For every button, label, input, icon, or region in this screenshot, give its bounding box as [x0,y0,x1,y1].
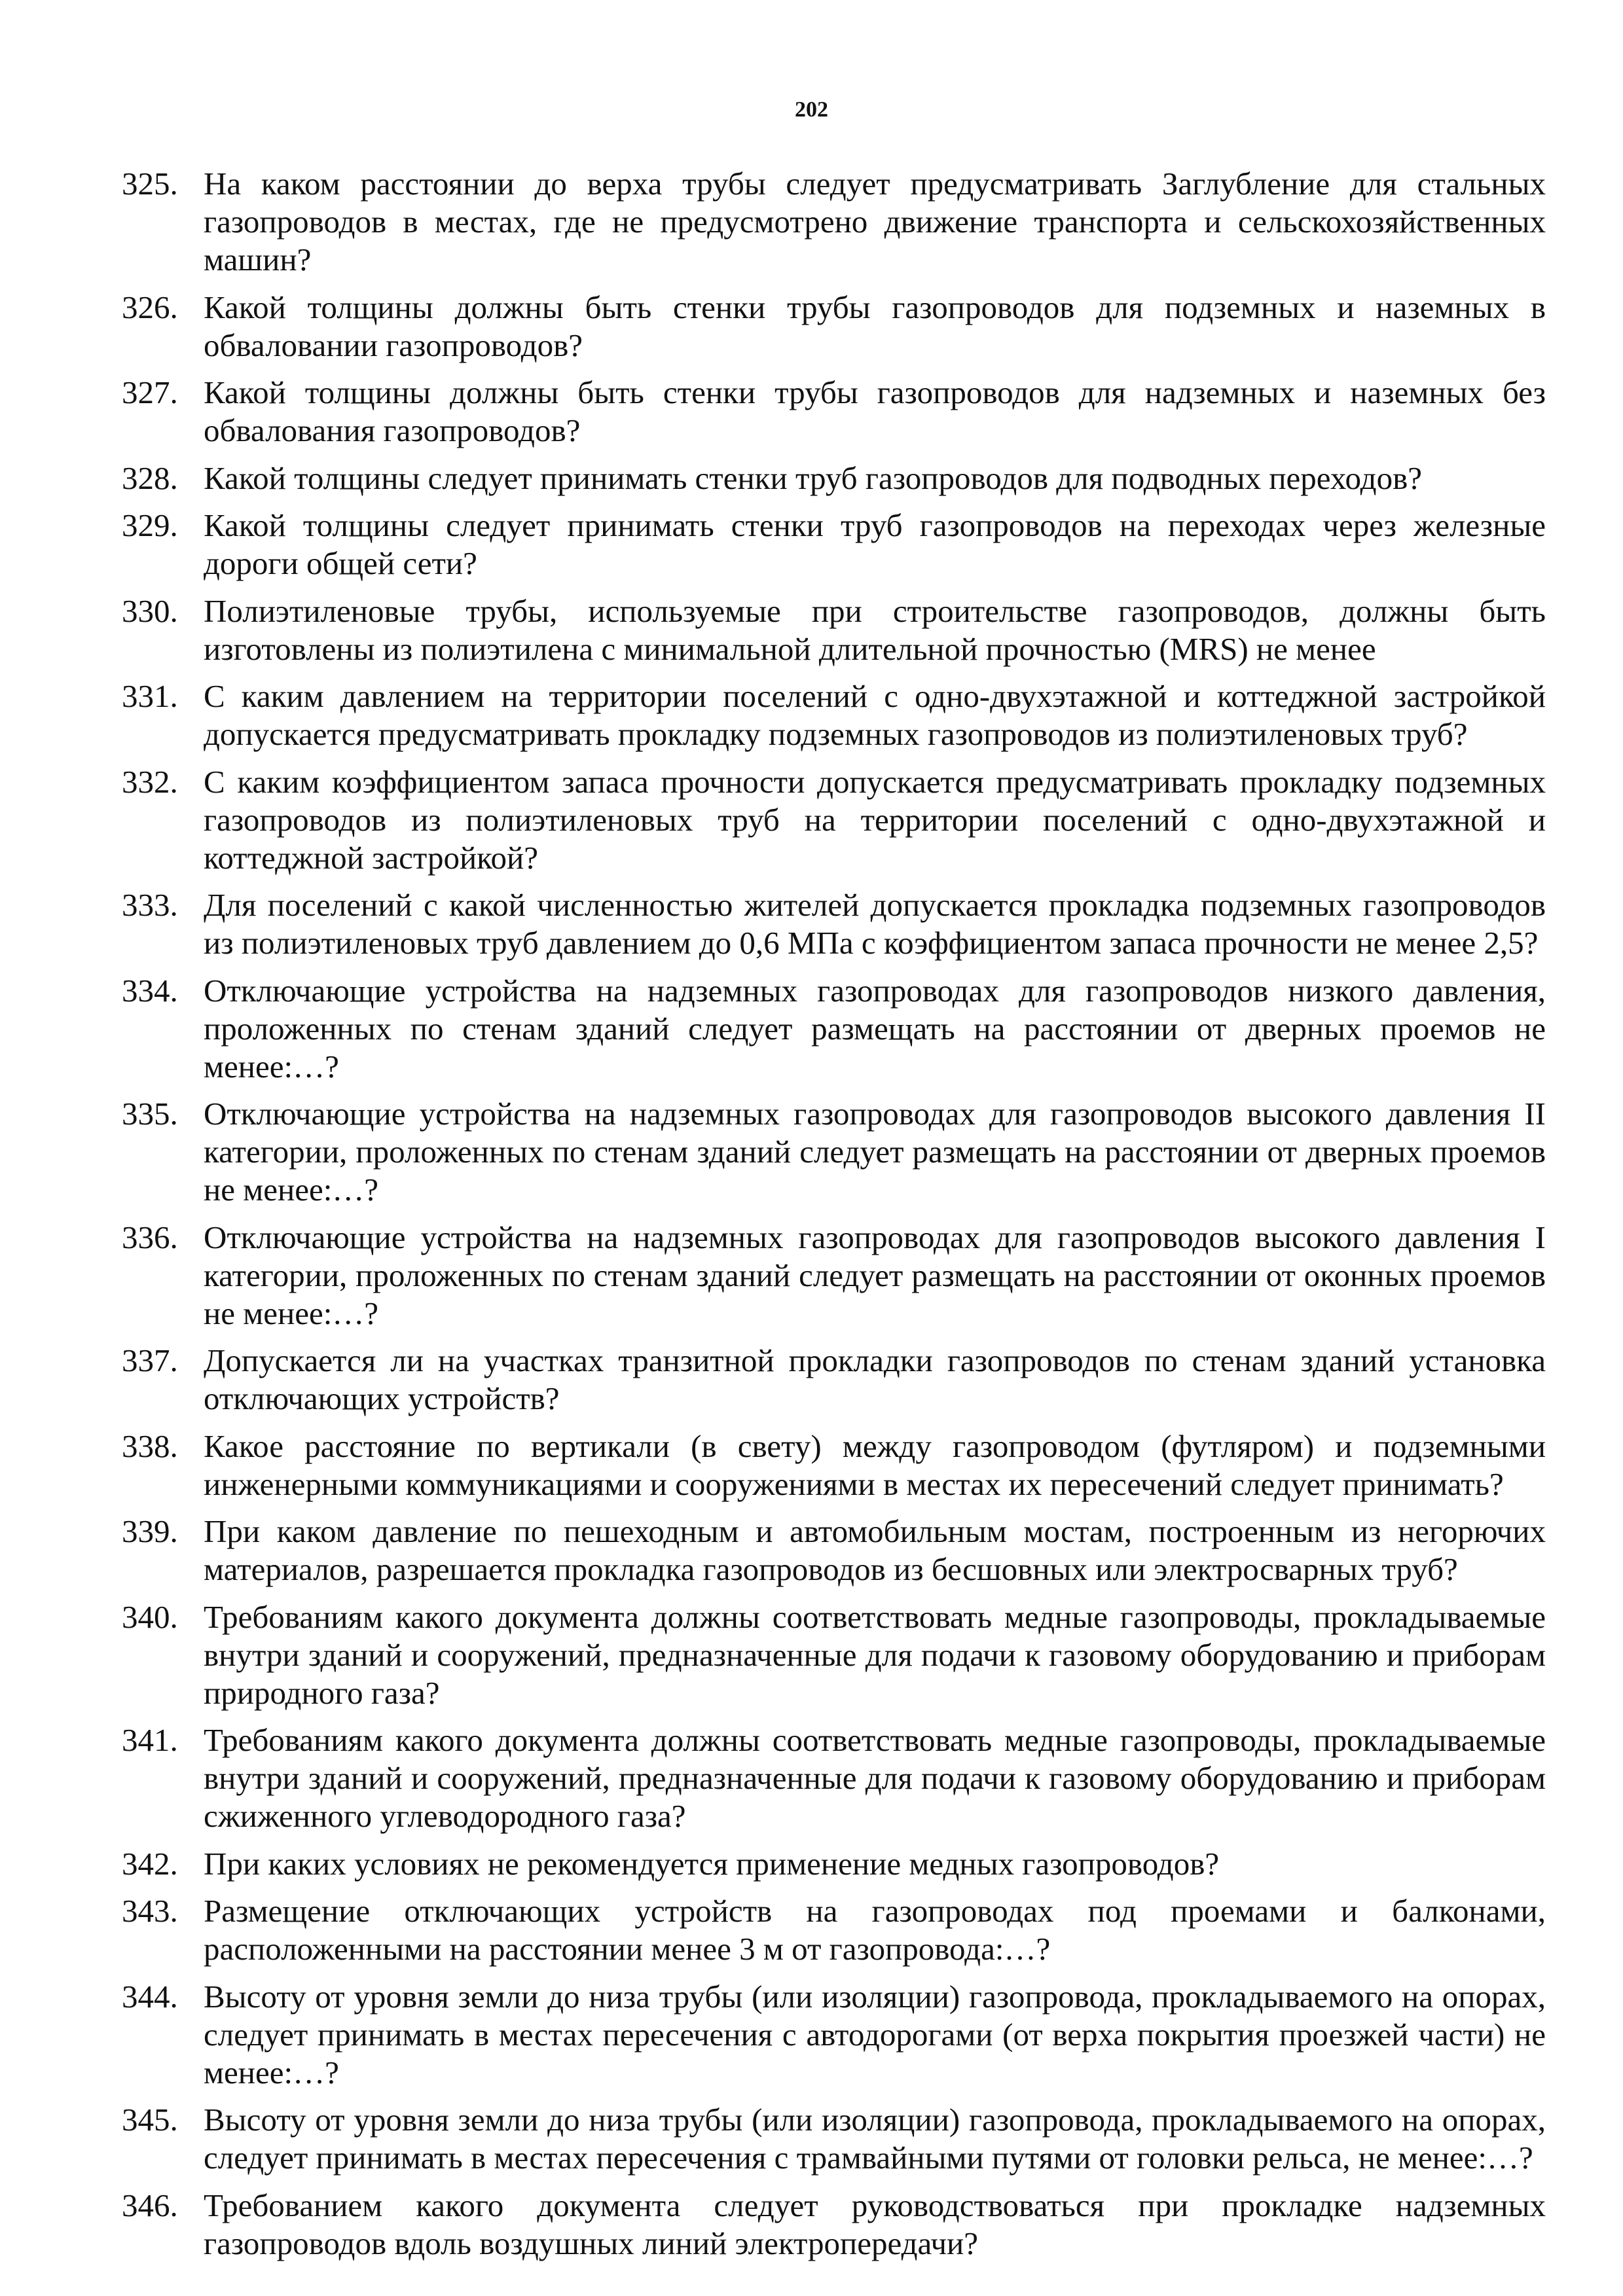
question-item [122,507,1546,583]
question-number: 333. [122,887,178,923]
question-text: При каких условиях не рекомендуется применение медных газопроводов? [204,1845,1220,1882]
question-item [122,886,1546,962]
question-text: Требованием какого документа следует руководствоваться при прокладке надземных газопроводов вдоль воздушных линий электропередачи? [204,2187,1546,2261]
question-text: Требованиям какого документа должны соответствовать медные газопроводы, прокладываемые внутри зданий и сооружений, предназначенные для подачи к газовому оборудованию и приборам сжиженного углеводородного газа? [204,1722,1546,1834]
question-item [122,1219,1546,1333]
question-number: 343. [122,1893,178,1929]
question-item [122,1598,1546,1712]
question-text: С каким коэффициентом запаса прочности допускается предусматривать прокладку подземных газопроводов из полиэтиленовых труб на территории поселений с одно-двухэтажной и коттеджной застройкой? [204,763,1546,876]
question-text: При каком давление по пешеходным и автомобильным мостам, построенным из негорючих материалов, разрешается прокладка газопроводов из бесшовных или электросварных труб? [204,1513,1546,1587]
question-number: 344. [122,1978,178,2015]
question-item [122,1978,1546,2092]
question-text: Размещение отключающих устройств на газопроводах под проемами и балконами, расположенными на расстоянии менее 3 м от газопровода:…? [204,1893,1546,1967]
question-text: Полиэтиленовые трубы, используемые при строительстве газопроводов, должны быть изготовлены из полиэтилена с минимальной длительной прочностью (MRS) не менее [204,592,1546,667]
question-number: 334. [122,972,178,1009]
question-number: 330. [122,592,178,629]
question-number: 336. [122,1219,178,1255]
question-item [122,972,1546,1086]
question-item [122,1095,1546,1209]
question-number: 332. [122,763,178,800]
question-text: С каким давлением на территории поселений с одно-двухэтажной и коттеджной застройкой допускается предусматривать прокладку подземных газопроводов из полиэтиленовых труб? [204,678,1546,752]
page-number: 202 [795,98,828,122]
question-number: 328. [122,459,178,496]
question-number: 346. [122,2187,178,2223]
question-item [122,763,1546,877]
question-item [122,1342,1546,1418]
question-item [122,1427,1546,1503]
question-number: 329. [122,507,178,543]
question-text: Отключающие устройства на надземных газопроводах для газопроводов высокого давления II категории, проложенных по стенам зданий следует размещать на расстоянии от дверных проемов не менее:…? [204,1096,1546,1208]
question-number: 338. [122,1427,178,1464]
question-text: Высоту от уровня земли до низа трубы (или изоляции) газопровода, прокладываемого на опорах, следует принимать в местах пересечения с трамвайными путями от головки рельса, не менее:…? [204,2102,1546,2176]
question-number: 331. [122,678,178,714]
question-item [122,2101,1546,2177]
question-text: Для поселений с какой численностью жителей допускается прокладка подземных газопроводов из полиэтиленовых труб давлением до 0,6 МПа с коэффициентом запаса прочности не менее 2,5? [204,887,1546,961]
question-item [122,677,1546,753]
question-text: Какой толщины должны быть стенки трубы газопроводов для подземных и наземных в обваловании газопроводов? [204,289,1546,363]
question-text: Требованиям какого документа должны соответствовать медные газопроводы, прокладываемые внутри зданий и сооружений, предназначенные для подачи к газовому оборудованию и приборам природного газа? [204,1598,1546,1711]
question-list [122,165,1546,2272]
question-item [122,2187,1546,2263]
question-number: 340. [122,1598,178,1635]
question-text: Какой толщины следует принимать стенки труб газопроводов на переходах через железные дороги общей сети? [204,507,1546,581]
question-text: Какое расстояние по вертикали (в свету) между газопроводом (футляром) и подземными инженерными коммуникациями и сооружениями в местах их пересечений следует принимать? [204,1427,1546,1502]
question-number: 326. [122,289,178,325]
question-number: 345. [122,2102,178,2138]
question-item [122,459,1546,497]
question-text: Отключающие устройства на надземных газопроводах для газопроводов низкого давления, проложенных по стенам зданий следует размещать на расстоянии от дверных проемов не менее:…? [204,972,1546,1085]
question-item [122,165,1546,279]
question-number: 339. [122,1513,178,1549]
question-text: Высоту от уровня земли до низа трубы (или изоляции) газопровода, прокладываемого на опорах, следует принимать в местах пересечения с автодорогами (от верха покрытия проезжей части) не менее:…? [204,1978,1546,2090]
question-number: 337. [122,1342,178,1378]
question-item [122,1513,1546,1588]
question-text: Отключающие устройства на надземных газопроводах для газопроводов высокого давления I категории, проложенных по стенам зданий следует размещать на расстоянии от оконных проемов не менее:…? [204,1219,1546,1331]
question-item [122,289,1546,365]
question-text: Допускается ли на участках транзитной прокладки газопроводов по стенам зданий установка отключающих устройств? [204,1342,1546,1416]
question-number: 341. [122,1722,178,1758]
question-number: 342. [122,1845,178,1882]
question-number: 325. [122,166,178,202]
question-item [122,1721,1546,1835]
question-number: 327. [122,374,178,410]
question-text: На каком расстоянии до верха трубы следует предусматривать Заглубление для стальных газопроводов в местах, где не предусмотрено движение транспорта и сельскохозяйственных машин? [204,166,1546,278]
question-item [122,1892,1546,1968]
question-item [122,1845,1546,1883]
question-text: Какой толщины должны быть стенки трубы газопроводов для надземных и наземных без обвалования газопроводов? [204,374,1546,448]
question-text: Какой толщины следует принимать стенки труб газопроводов для подводных переходов? [204,459,1422,496]
question-item [122,374,1546,450]
question-number: 335. [122,1096,178,1132]
question-item [122,592,1546,668]
